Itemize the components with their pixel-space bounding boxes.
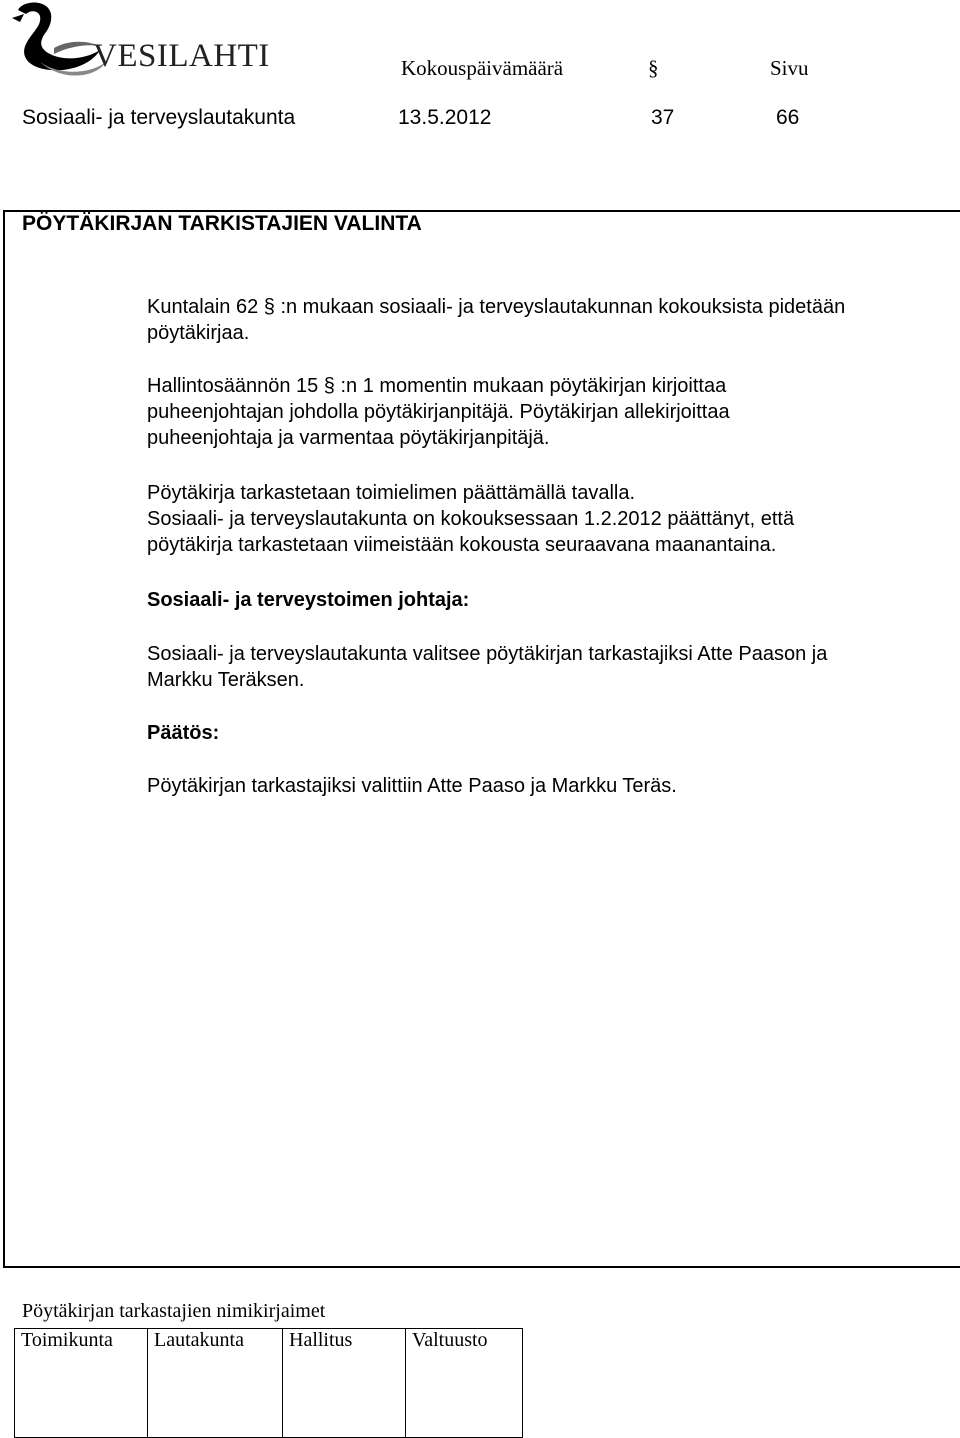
paragraph-line: Sosiaali- ja terveyslautakunta on kokouksessaan 1.2.2012 päättänyt, että <box>147 508 795 530</box>
initials-cell-valtuusto: Valtuusto <box>406 1329 523 1438</box>
meeting-date: 13.5.2012 <box>398 106 492 129</box>
proposal-heading: Sosiaali- ja terveystoimen johtaja: <box>147 589 470 611</box>
decision-heading: Päätös: <box>147 722 220 744</box>
paragraph-line: puheenjohtaja ja varmentaa pöytäkirjanpitäjä. <box>147 427 550 449</box>
logo-wordmark: VESILAHTI <box>93 38 270 74</box>
paragraph-line: puheenjohtajan johdolla pöytäkirjanpitäjä. Pöytäkirjan allekirjoittaa <box>147 401 730 423</box>
section-symbol: § <box>648 56 659 80</box>
paragraph-line: Hallintosäännön 15 § :n 1 momentin mukaan pöytäkirjan kirjoittaa <box>147 375 727 397</box>
table-row <box>15 1329 523 1438</box>
paragraph-line: Pöytäkirja tarkastetaan toimielimen päättämällä tavalla. <box>147 482 636 504</box>
initials-cell-toimikunta: Toimikunta <box>15 1329 148 1438</box>
paragraph-review-procedure <box>147 480 794 558</box>
initials-table <box>14 1328 523 1438</box>
section-title: PÖYTÄKIRJAN TARKISTAJIEN VALINTA <box>22 212 422 235</box>
paragraph-administrative-rules <box>147 373 730 451</box>
paragraph-municipal-act <box>147 294 845 346</box>
decision-text: Pöytäkirjan tarkastajiksi valittiin Atte Paaso ja Markku Teräs. <box>147 775 677 797</box>
date-label: Kokouspäivämäärä <box>401 56 564 80</box>
committee-name: Sosiaali- ja terveyslautakunta <box>22 106 296 129</box>
paragraph-line: pöytäkirjaa. <box>147 322 250 344</box>
initials-cell-hallitus: Hallitus <box>283 1329 406 1438</box>
page-number: 66 <box>776 106 800 129</box>
paragraph-line: pöytäkirja tarkastetaan viimeistään kokousta seuraavana maanantaina. <box>147 534 777 556</box>
paragraph-line: Markku Teräksen. <box>147 669 305 691</box>
proposal-text <box>147 641 827 693</box>
paragraph-line: Kuntalain 62 § :n mukaan sosiaali- ja terveyslautakunnan kokouksista pidetään <box>147 296 846 318</box>
paragraph-line: Sosiaali- ja terveyslautakunta valitsee pöytäkirjan tarkastajiksi Atte Paason ja <box>147 643 828 665</box>
section-number: 37 <box>651 106 675 129</box>
initials-caption: Pöytäkirjan tarkastajien nimikirjaimet <box>22 1300 326 1322</box>
page-label: Sivu <box>770 56 809 80</box>
initials-cell-lautakunta: Lautakunta <box>148 1329 283 1438</box>
